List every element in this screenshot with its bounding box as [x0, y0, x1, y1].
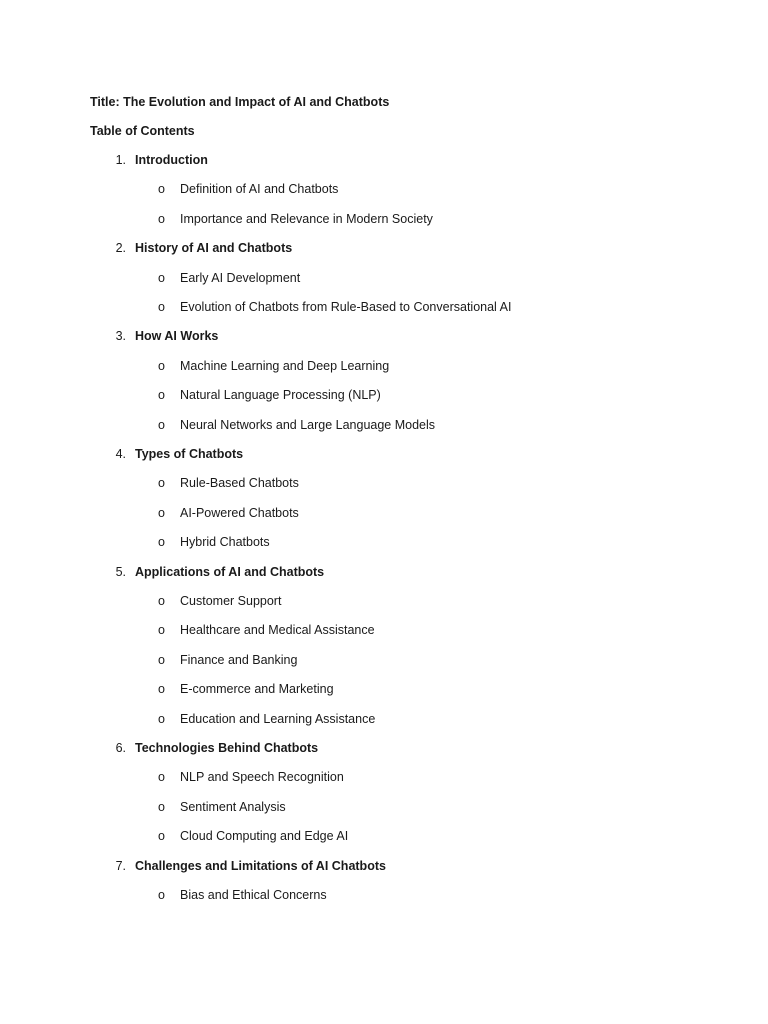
section-number: 7. — [115, 859, 126, 873]
bullet-icon: o — [158, 682, 165, 696]
subitem-text: NLP and Speech Recognition — [180, 770, 344, 784]
subitem-text: Healthcare and Medical Assistance — [180, 623, 375, 637]
section-number: 3. — [115, 329, 126, 343]
section-number: 1. — [115, 153, 126, 167]
bullet-icon: o — [158, 829, 165, 843]
subitem-text: Customer Support — [180, 594, 282, 608]
section-title: Types of Chatbots — [135, 447, 244, 461]
bullet-icon: o — [158, 888, 165, 902]
bullet-icon: o — [158, 535, 165, 549]
section-number: 6. — [115, 741, 126, 755]
bullet-icon: o — [158, 770, 165, 784]
bullet-icon: o — [158, 594, 165, 608]
bullet-icon: o — [158, 300, 165, 314]
subitem-text: Definition of AI and Chatbots — [180, 182, 339, 196]
subitem-text: Natural Language Processing (NLP) — [180, 388, 381, 402]
subitem-text: Cloud Computing and Edge AI — [180, 829, 349, 843]
bullet-icon: o — [158, 418, 165, 432]
section-number: 4. — [115, 447, 126, 461]
subitem-text: Machine Learning and Deep Learning — [180, 359, 390, 373]
bullet-icon: o — [158, 476, 165, 490]
section-title: Challenges and Limitations of AI Chatbots — [135, 859, 386, 873]
subitem-text: Early AI Development — [180, 271, 301, 285]
document-title: Title: The Evolution and Impact of AI and Chatbots — [90, 95, 390, 109]
subitem-text: Importance and Relevance in Modern Society — [180, 212, 433, 226]
subitem-text: Rule-Based Chatbots — [180, 476, 299, 490]
section-title: Applications of AI and Chatbots — [135, 565, 325, 579]
bullet-icon: o — [158, 388, 165, 402]
bullet-icon: o — [158, 712, 165, 726]
section-number: 2. — [115, 241, 126, 255]
subitem-text: Sentiment Analysis — [180, 800, 286, 814]
bullet-icon: o — [158, 623, 165, 637]
section-title: History of AI and Chatbots — [135, 241, 293, 255]
subitem-text: Evolution of Chatbots from Rule-Based to Conversational AI — [180, 300, 512, 314]
bullet-icon: o — [158, 653, 165, 667]
subitem-text: Finance and Banking — [180, 653, 298, 667]
subitem-text: Hybrid Chatbots — [180, 535, 270, 549]
bullet-icon: o — [158, 506, 165, 520]
bullet-icon: o — [158, 359, 165, 373]
bullet-icon: o — [158, 800, 165, 814]
section-title: Technologies Behind Chatbots — [135, 741, 319, 755]
bullet-icon: o — [158, 271, 165, 285]
subitem-text: AI-Powered Chatbots — [180, 506, 299, 520]
subitem-text: Neural Networks and Large Language Models — [180, 418, 436, 432]
section-title: How AI Works — [135, 329, 219, 343]
bullet-icon: o — [158, 182, 165, 196]
section-title: Introduction — [135, 153, 208, 167]
subitem-text: Education and Learning Assistance — [180, 712, 376, 726]
section-number: 5. — [115, 565, 126, 579]
bullet-icon: o — [158, 212, 165, 226]
subitem-text: Bias and Ethical Concerns — [180, 888, 327, 902]
subitem-text: E-commerce and Marketing — [180, 682, 334, 696]
toc-heading: Table of Contents — [90, 124, 195, 138]
